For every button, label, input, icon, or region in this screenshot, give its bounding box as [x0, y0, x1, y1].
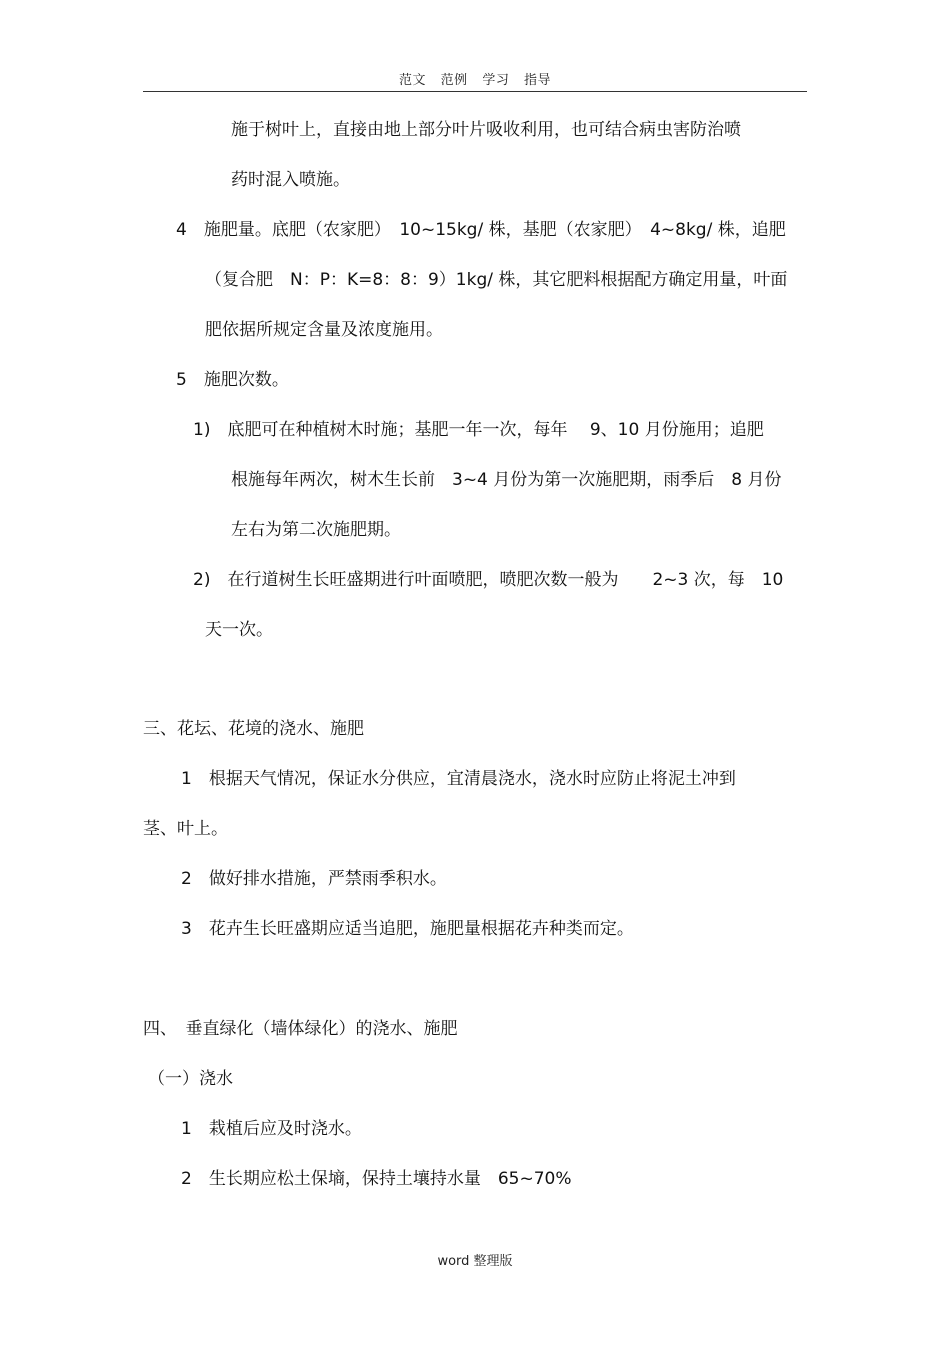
subsection-heading: （一）浇水	[148, 1069, 233, 1089]
list-item-1: 1 根据天气情况，保证水分供应，宜清晨浇水，浇水时应防止将泥土冲到	[181, 769, 736, 789]
list-item-4: 4 施肥量。底肥（农家肥） 10~15kg/ 株，基肥（农家肥） 4~8kg/ 株，追肥	[176, 220, 786, 240]
section-heading-3: 三、花坛、花境的浇水、施肥	[143, 719, 364, 739]
page-header	[0, 69, 950, 88]
body-line: 药时混入喷施。	[231, 170, 350, 190]
body-line: 天一次。	[205, 620, 273, 640]
list-item-3: 3 花卉生长旺盛期应适当追肥，施肥量根据花卉种类而定。	[181, 919, 634, 939]
page-footer: word 整理版	[437, 1254, 513, 1269]
header-divider	[143, 91, 807, 92]
body-line: （复合肥 N：P：K=8：8：9）1kg/ 株，其它肥料根据配方确定用量，叶面	[205, 270, 788, 290]
list-item-5: 5 施肥次数。	[176, 370, 289, 390]
body-line: 肥依据所规定含量及浓度施用。	[205, 320, 443, 340]
list-item-2: 2 生长期应松土保墒，保持土壤持水量 65~70%	[181, 1169, 572, 1189]
header-item: 范例	[440, 73, 468, 88]
list-item-2: 2 做好排水措施，严禁雨季积水。	[181, 869, 447, 889]
header-item: 范文	[399, 73, 427, 88]
body-line: 左右为第二次施肥期。	[231, 520, 401, 540]
sub-item-1: 1) 底肥可在种植树木时施；基肥一年一次，每年 9、10 月份施用；追肥	[193, 420, 764, 440]
header-item: 学习	[482, 73, 510, 88]
sub-item-2: 2) 在行道树生长旺盛期进行叶面喷肥，喷肥次数一般为 2~3 次，每 10	[193, 570, 784, 590]
body-line: 根施每年两次，树木生长前 3~4 月份为第一次施肥期，雨季后 8 月份	[231, 470, 782, 490]
body-line: 茎、叶上。	[143, 819, 228, 839]
body-line: 施于树叶上，直接由地上部分叶片吸收利用，也可结合病虫害防治喷	[231, 120, 741, 140]
list-item-1: 1 栽植后应及时浇水。	[181, 1119, 362, 1139]
section-heading-4: 四、 垂直绿化（墙体绿化）的浇水、施肥	[143, 1019, 458, 1039]
header-item: 指导	[523, 73, 551, 88]
